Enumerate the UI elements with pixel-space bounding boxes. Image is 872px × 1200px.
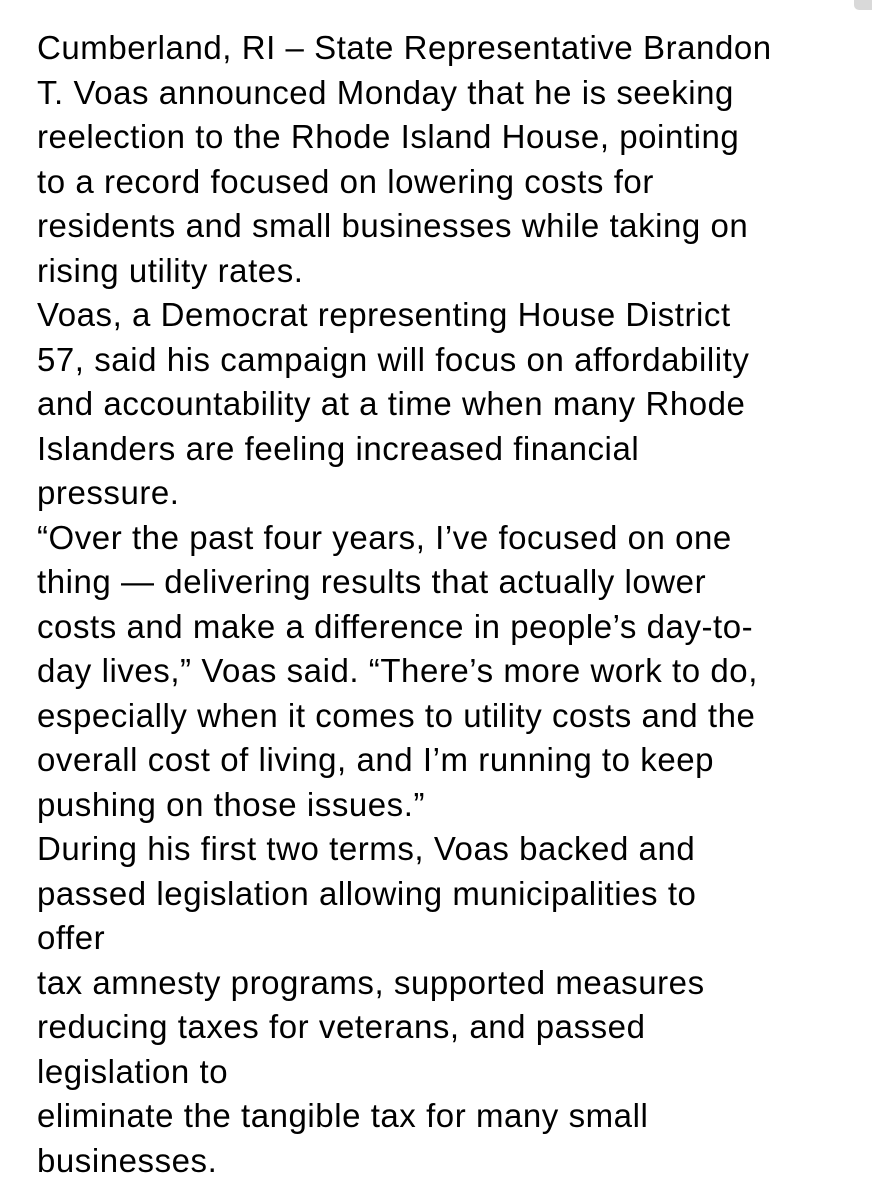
article-line: businesses.	[37, 1141, 218, 1179]
article-line: costs and make a difference in people’s day-to-	[37, 607, 754, 645]
article-line: and accountability at a time when many Rhode	[37, 385, 746, 422]
article-line: Islanders are feeling increased financial	[37, 429, 640, 467]
article-line: overall cost of living, and I’m running to keep	[37, 741, 715, 778]
article-body	[37, 26, 857, 1183]
article-line: Voas, a Democrat representing House District	[37, 296, 731, 333]
article-line: thing — delivering results that actually lower	[37, 563, 707, 600]
article-line: legislation to	[37, 1052, 229, 1090]
article-line: day lives,” Voas said. “There’s more work to do,	[37, 652, 758, 689]
article-line: residents and small businesses while taking on	[37, 207, 749, 244]
article-line: eliminate the tangible tax for many small	[37, 1097, 649, 1134]
article-line: pushing on those issues.”	[37, 785, 425, 823]
article-line: During his first two terms, Voas backed and	[37, 830, 696, 867]
article-line: passed legislation allowing municipalities to	[37, 874, 697, 912]
article-line: offer	[37, 919, 106, 956]
scrollbar-thumb[interactable]	[854, 0, 872, 10]
article-line: reducing taxes for veterans, and passed	[37, 1008, 646, 1045]
article-line: “Over the past four years, I’ve focused on one	[37, 518, 732, 556]
article-line: especially when it comes to utility costs and the	[37, 696, 756, 734]
article-line: tax amnesty programs, supported measures	[37, 963, 705, 1001]
article-line: to a record focused on lowering costs for	[37, 162, 654, 200]
article-line: T. Voas announced Monday that he is seeking	[37, 73, 734, 111]
article-line: rising utility rates.	[37, 251, 304, 289]
article-line: Cumberland, RI – State Representative Brandon	[37, 29, 772, 66]
article-line: 57, said his campaign will focus on affordability	[37, 340, 750, 378]
article-line: reelection to the Rhode Island House, pointing	[37, 118, 740, 155]
article-line: pressure.	[37, 474, 180, 511]
